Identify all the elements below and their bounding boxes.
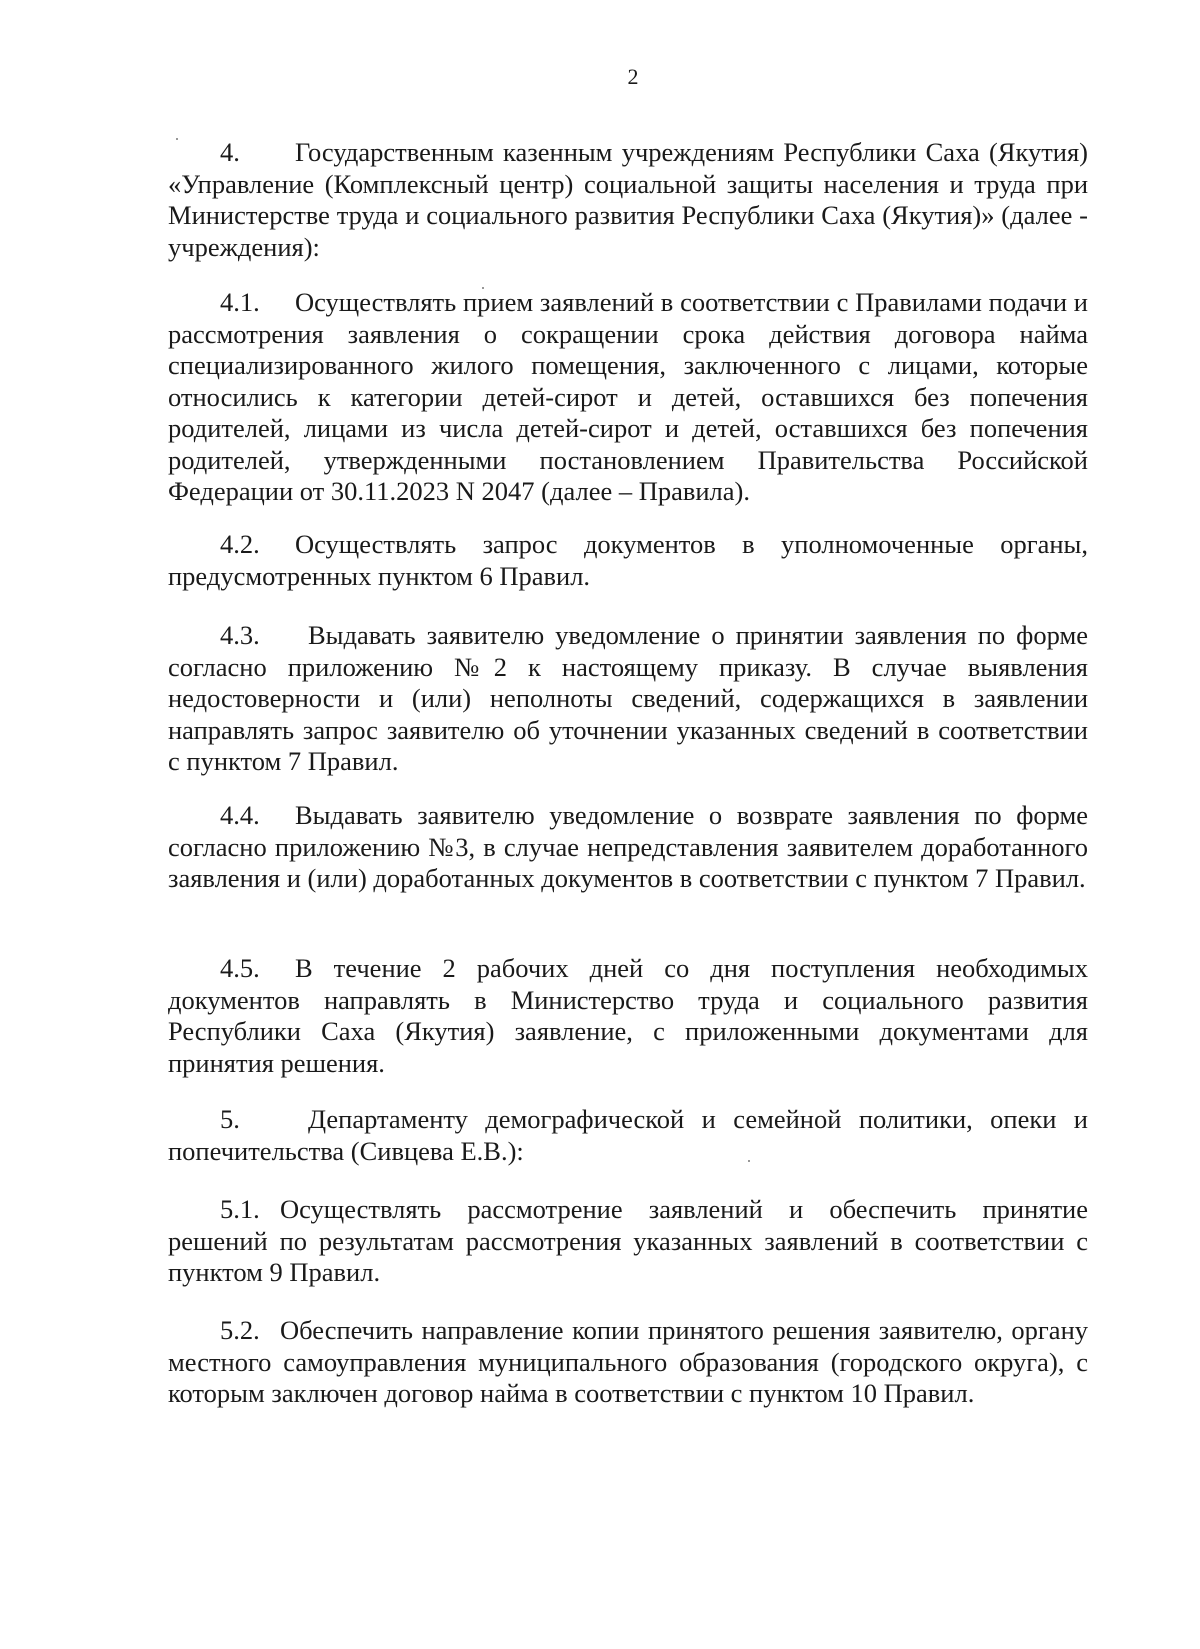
- paragraph-4-2: [168, 529, 1088, 592]
- paragraph-text: Осуществлять рассмотрение заявлений и обеспечить принятие решений по результатам рассмотрения указанных заявлений в соответствии с пунктом 9 Правил.: [168, 1194, 1088, 1287]
- paragraph-4: [168, 137, 1088, 263]
- paragraph-number: 5.2.: [220, 1315, 260, 1345]
- paragraph-number: 4.5.: [220, 953, 260, 983]
- paragraph-number: 4.4.: [220, 800, 260, 830]
- paragraph-5-1: [168, 1194, 1088, 1289]
- paragraph-number: 4.: [220, 137, 240, 167]
- paragraph-text: Выдавать заявителю уведомление о возврате заявления по форме согласно приложению №3, в случае непредставления заявителем доработанного заявления и (или) доработанных документов в соответствии с пунктом 7 Правил.: [168, 800, 1088, 893]
- paragraph-text: Осуществлять запрос документов в уполномоченные органы, предусмотренных пунктом 6 Правил.: [168, 529, 1088, 591]
- page-number: 2: [627, 64, 639, 89]
- paragraph-5-2: [168, 1315, 1088, 1410]
- paragraph-number: 5.: [220, 1104, 240, 1134]
- paragraph-4-1: [168, 287, 1088, 508]
- paragraph-5: [168, 1104, 1088, 1167]
- paragraph-number: 4.2.: [220, 529, 260, 559]
- paragraph-number: 4.1.: [220, 287, 260, 317]
- paragraph-text: Выдавать заявителю уведомление о принятии заявления по форме согласно приложению №2 к настоящему приказу. В случае выявления недостоверности и (или) неполноты сведений, содержащихся в заявлении направлять запрос заявителю об уточнении указанных сведений в соответствии с пунктом 7 Правил.: [168, 620, 1088, 776]
- paragraph-4-4: [168, 800, 1088, 895]
- paragraph-4-5: [168, 953, 1088, 1079]
- paragraph-text: Государственным казенным учреждениям Республики Саха (Якутия) «Управление (Комплексный центр) социальной защиты населения и труда при Министерстве труда и социального развития Республики Саха (Якутия)» (далее - учреждения):: [168, 137, 1088, 262]
- paragraph-text: Осуществлять прием заявлений в соответствии с Правилами подачи и рассмотрения заявления о сокращении срока действия договора найма специализированного жилого помещения, заключенного с лицами, которые относились к категории детей-сирот и детей, оставшихся без попечения родителей, лицами из числа детей-сирот и детей, оставшихся без попечения родителей, утвержденными постановлением Правительства Российской Федерации от 30.11.2023 N 2047 (далее – Правила).: [168, 287, 1088, 506]
- paragraph-text: В течение 2 рабочих дней со дня поступления необходимых документов направлять в Министерство труда и социального развития Республики Саха (Якутия) заявление, с приложенными документами для принятия решения.: [168, 953, 1088, 1078]
- paragraph-number: 5.1.: [220, 1194, 260, 1224]
- paragraph-text: Департаменту демографической и семейной политики, опеки и попечительства (Сивцева Е.В.):: [168, 1104, 1088, 1166]
- paragraph-text: Обеспечить направление копии принятого решения заявителю, органу местного самоуправления муниципального образования (городского округа), с которым заключен договор найма в соответствии с пунктом 10 Правил.: [168, 1315, 1088, 1408]
- paragraph-4-3: [168, 620, 1088, 778]
- paragraph-number: 4.3.: [220, 620, 260, 650]
